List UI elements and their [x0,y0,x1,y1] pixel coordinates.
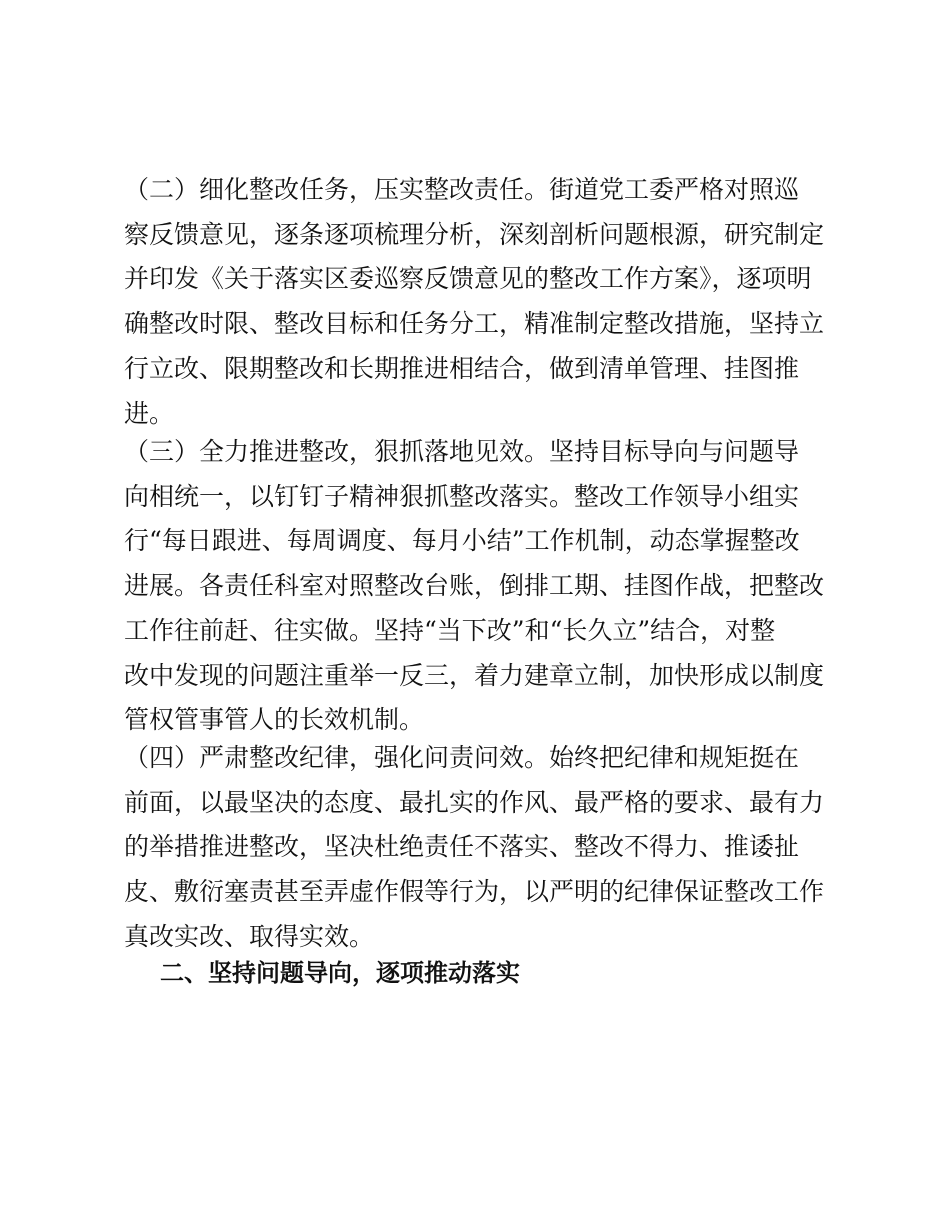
paragraph-discipline [124,736,834,960]
text-line: 管权管事管人的长效机制。 [124,705,425,735]
text-line: 的举措推进整改，坚决杜绝责任不落实、整改不得力、推诿扯 [124,832,800,862]
text-line: 行立改、限期整改和长期推进相结合，做到清单管理、挂图推 [124,353,800,383]
text-line: 进。 [124,398,175,428]
paragraph-promote-rectification [124,430,834,743]
text-line: 工作往前赶、往实做。坚持“当下改”和“长久立”结合，对整 [124,615,776,645]
paragraph-rectify-tasks [124,168,834,436]
text-line: 行“每日跟进、每周调度、每月小结”工作机制，动态掌握整改 [124,526,800,556]
text-line: 进展。各责任科室对照整改台账，倒排工期、挂图作战，把整改 [124,571,825,601]
text-line: （三）全力推进整改，狠抓落地见效。坚持目标导向与问题导 [124,437,800,466]
text-line: 向相统一，以钉钉子精神狠抓整改落实。整改工作领导小组实 [124,481,800,511]
text-line: （二）细化整改任务，压实整改责任。街道党工委严格对照巡 [124,175,800,204]
text-line: 真改实改、取得实效。 [124,921,375,951]
text-line: （四）严肃整改纪律，强化问责问效。始终把纪律和规矩挺在 [124,743,800,772]
text-line: 察反馈意见，逐条逐项梳理分析，深刻剖析问题根源，研究制定 [124,219,825,249]
text-line: 确整改时限、整改目标和任务分工，精准制定整改措施，坚持立 [124,309,825,339]
text-line: 前面，以最坚决的态度、最扎实的作风、最严格的要求、最有力 [124,787,825,817]
text-line: 改中发现的问题注重举一反三，着力建章立制，加快形成以制度 [124,660,825,690]
text-line: 皮、敷衍塞责甚至弄虚作假等行为，以严明的纪律保证整改工作 [124,877,825,907]
section-heading: 二、坚持问题导向，逐项推动落实 [160,959,520,987]
text-line: 并印发《关于落实区委巡察反馈意见的整改工作方案》，逐项明 [124,264,812,294]
